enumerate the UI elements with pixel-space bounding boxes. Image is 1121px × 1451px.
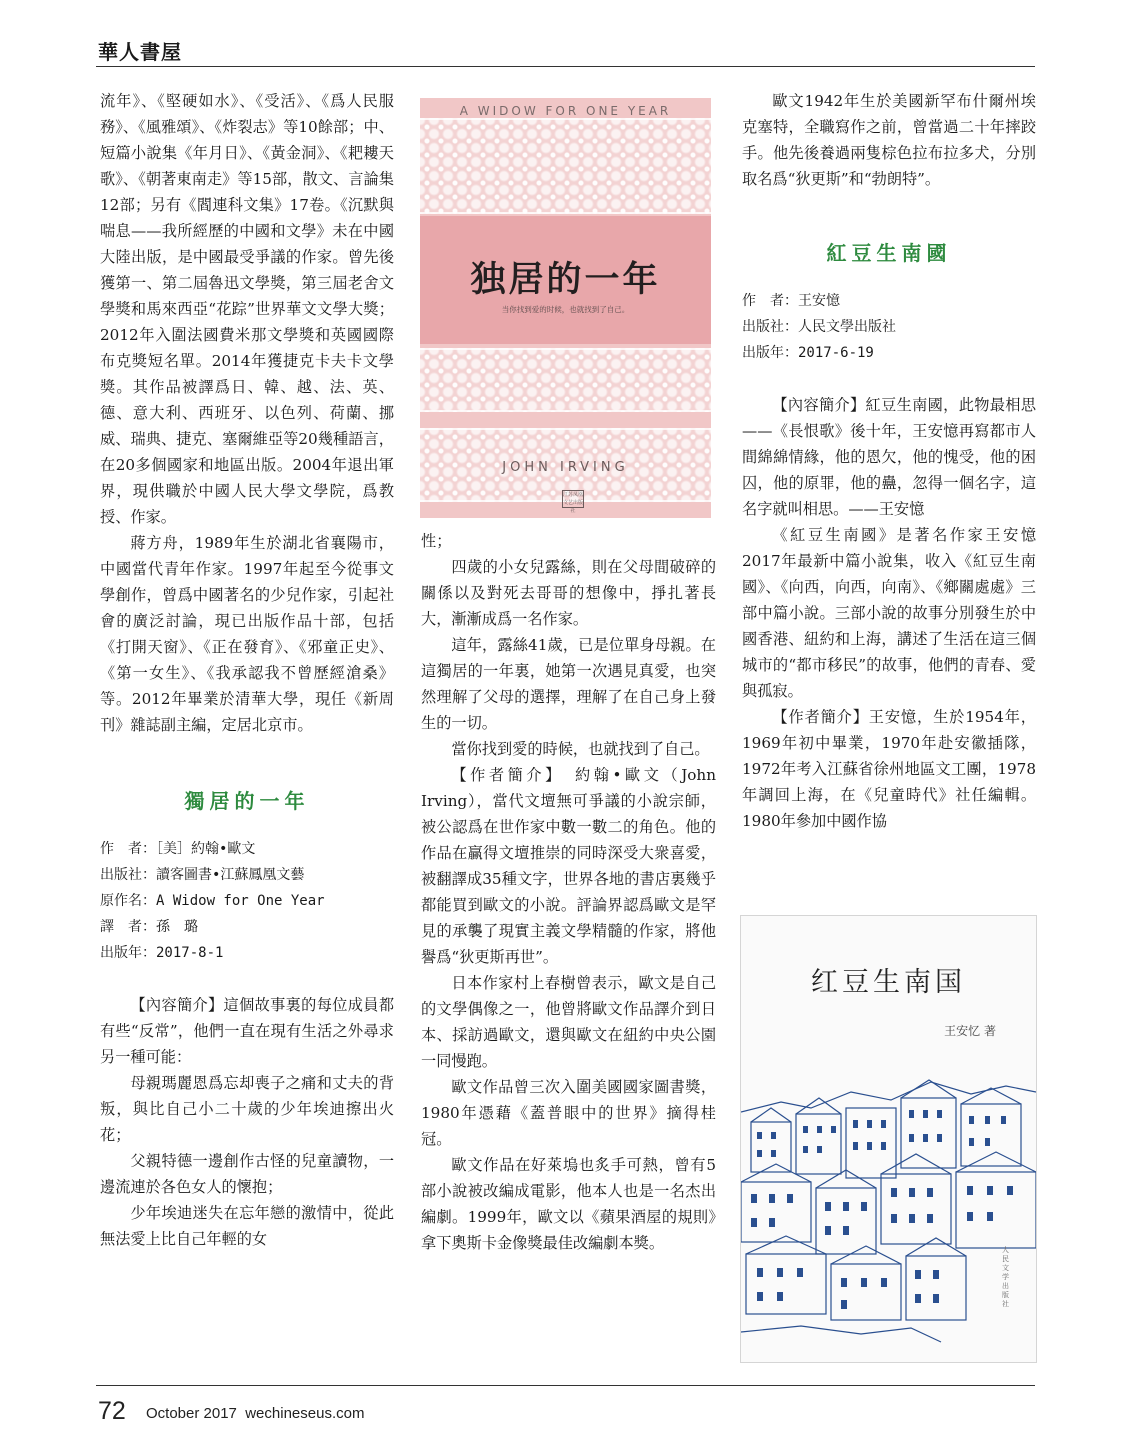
magazine-section-title: 華人書屋 (98, 40, 182, 64)
article-paragraph: 《紅豆生南國》是著名作家王安憶2017年最新中篇小說集，收入《紅豆生南國》、《向西，向西，向南》、《鄉關處處》三部中篇小說。三部小說的故事分別發生於中國香港、紐約和上海，講述了生活在這三個城市的“都市移民”的故事，他們的青春、愛與孤寂。 (742, 526, 1036, 700)
article-paragraph: 歐文作品曾三次入圍美國國家圖書獎，1980年憑藉《蓋普眼中的世界》摘得桂冠。 (421, 1078, 716, 1148)
article-paragraph: 歐文1942年生於美國新罕布什爾州埃克塞特，全職寫作之前，曾當過二十年摔跤手。他先後養過兩隻棕色拉布拉多犬，分別取名爲“狄更斯”和“勃朗特”。 (742, 92, 1036, 188)
publisher-logo: 江苏凤凰文艺出版社 (563, 492, 584, 514)
lace-pattern (420, 348, 711, 412)
article-paragraph: 性； (421, 532, 452, 550)
book-cover-a-widow-for-one-year (420, 98, 711, 518)
issue-and-website: October 2017 wechineseus.com (146, 1405, 365, 1422)
footer-divider (96, 1385, 1035, 1386)
meta-author: 作 者：［美］約翰•歐文 (100, 841, 256, 857)
meta-translator: 譯 者：孫 璐 (100, 919, 198, 935)
book-title-heading: 獨居的一年 (184, 789, 310, 813)
article-paragraph: 當你找到愛的時候，也就找到了自己。 (451, 740, 710, 758)
article-paragraph: 少年埃迪迷失在忘年戀的激情中，從此無法愛上比自己年輕的女 (100, 1204, 394, 1248)
book-cover-hongdou (740, 915, 1037, 1363)
page-number: 72 (98, 1397, 126, 1425)
cover-english-title: A WIDOW FOR ONE YEAR (459, 104, 672, 118)
article-paragraph: 【內容簡介】紅豆生南國，此物最相思——《長恨歌》後十年，王安憶再寫都市人間綿綿情緣，他的恩欠，他的愧受，他的困囚，他的原罪，他的蠱，忽得一個名字，這名字就叫相思。——王安憶 (742, 396, 1036, 518)
article-paragraph: 歐文作品在好萊塢也炙手可熱，曾有5部小說被改編成電影，他本人也是一名杰出編劇。1999年，歐文以《蘋果酒屋的規則》拿下奧斯卡金像獎最佳改編劇本獎。 (421, 1156, 716, 1252)
meta-publisher: 出版社：人民文學出版社 (742, 319, 896, 335)
meta-pub-date: 出版年：2017-8-1 (100, 945, 224, 961)
article-paragraph: 【作者簡介】王安憶，生於1954年，1969年初中畢業，1970年赴安徽插隊，1972年考入江蘇省徐州地區文工團，1978年調回上海，在《兒童時代》社任編輯。1980年參加中國作協 (742, 708, 1036, 830)
cover-publisher: 人民文学出版社 (1002, 1246, 1009, 1308)
cover-author-english: JOHN IRVING (502, 460, 629, 475)
book-title-heading: 紅豆生南國 (826, 241, 952, 265)
meta-pub-date: 出版年：2017-6-19 (742, 345, 874, 361)
cover-title: 红豆生南国 (811, 967, 966, 998)
column-2 (421, 528, 716, 1256)
city-sketch-illustration (741, 1042, 1036, 1362)
cover-author: 王安忆 著 (944, 1024, 996, 1038)
column-3 (742, 88, 1036, 834)
meta-original-title: 原作名：A Widow for One Year (100, 893, 325, 909)
article-paragraph: 四歲的小女兒露絲，則在父母間破碎的關係以及對死去哥哥的想像中，掙扎著長大，漸漸成爲一名作家。 (421, 558, 716, 628)
meta-publisher: 出版社：讀客圖書•江蘇鳳凰文藝 (100, 867, 305, 883)
article-paragraph: 日本作家村上春樹曾表示，歐文是自己的文學偶像之一，他曾將歐文作品譯介到日本、採訪過歐文，還與歐文在紐約中央公園一同慢跑。 (421, 974, 716, 1070)
header-divider (96, 66, 1035, 67)
column-1 (100, 88, 394, 1252)
lace-pattern (420, 118, 711, 214)
meta-author: 作 者：王安憶 (742, 293, 840, 309)
book-metadata (100, 836, 394, 966)
article-paragraph: 母親瑪麗恩爲忘却喪子之痛和丈夫的背叛，與比自己小二十歲的少年埃迪擦出火花； (100, 1074, 394, 1144)
cover-title: 独居的一年 (470, 260, 661, 300)
article-paragraph: 流年》、《堅硬如水》、《受活》、《爲人民服務》、《風雅頌》、《炸裂志》等10餘部；中、短篇小說集《年月日》、《黃金洞》、《耙耬天歌》、《朝著東南走》等15部，散文、言論集12部；另有《閻連科文集》17卷。《沉默與喘息——我所經歷的中國和文學》未在中國大陸出版，是中國最受爭議的作家。曾先後獲第一、第二屆魯迅文學獎，第三屆老舍文學獎和馬來西亞“花踪”世界華文文學大獎；2012年入圍法國費米那文學獎和英國國際布克獎短名單。2014年獲捷克卡夫卡文學獎。其作品被譯爲日、韓、越、法、英、德、意大利、西班牙、以色列、荷蘭、挪威、瑞典、捷克、塞爾維亞等20幾種語言，在20多個國家和地區出版。2004年退出軍界，現供職於中國人民大學文學院，爲教授、作家。 (100, 92, 394, 526)
article-paragraph: 【作者簡介】 約翰•歐文（John Irving），當代文壇無可爭議的小說宗師，被公認爲在世作家中數一數二的角色。他的作品在贏得文壇推崇的同時深受大衆喜愛，被翻譯成35種文字，世界各地的書店裏幾乎都能買到歐文的小說。評論界認爲歐文是罕見的承襲了現實主義文學精髓的作家，將他譽爲“狄更斯再世”。 (421, 766, 716, 966)
article-paragraph: 【內容簡介】這個故事裏的每位成員都有些“反常”，他們一直在現有生活之外尋求另一種可能： (100, 996, 394, 1066)
book-metadata (742, 288, 1036, 366)
article-paragraph: 這年，露絲41歲，已是位單身母親。在這獨居的一年裏，她第一次遇見真愛，也突然理解了父母的選擇，理解了在自己身上發生的一切。 (421, 636, 716, 732)
cover-tagline: 当你找到爱的时候，也就找到了自己。 (501, 305, 630, 314)
article-paragraph: 蔣方舟，1989年生於湖北省襄陽市，中國當代青年作家。1997年起至今從事文學創作，曾爲中國著名的少兒作家，引起社會的廣泛討論，現已出版作品十部，包括《打開天窗》、《正在發育》、《邪童正史》、《第一女生》、《我承認我不曾歷經滄桑》等。2012年畢業於清華大學，現任《新周刊》雜誌副主編，定居北京市。 (100, 534, 394, 734)
article-paragraph: 父親特德一邊創作古怪的兒童讀物，一邊流連於各色女人的懷抱； (100, 1152, 394, 1196)
